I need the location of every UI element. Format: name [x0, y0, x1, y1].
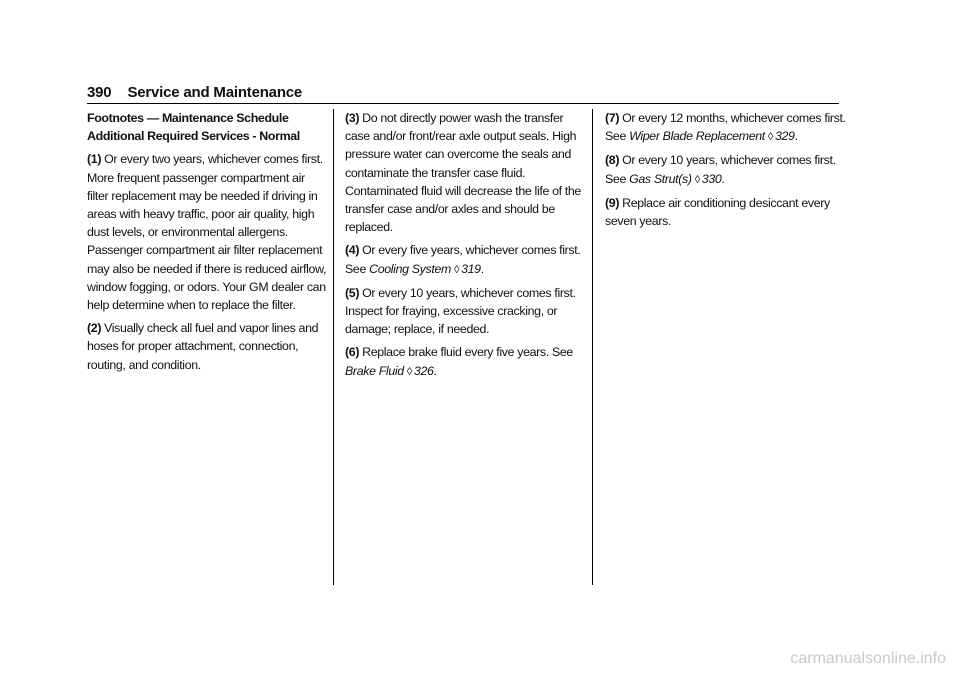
- footnote-1: [87, 150, 329, 314]
- footnote-text: Replace brake fluid every five years. See: [362, 345, 573, 360]
- cross-reference-link-brake-fluid[interactable]: Brake Fluid: [345, 363, 404, 378]
- footnote-number: (6): [345, 345, 360, 360]
- footnote-text: Or every two years, whichever comes first. More frequent passenger compartment air filter replacement may be needed if driving in areas with heavy traffic, poor air quality, high dust levels, or environmental allergens. Passenger compartment air filter replacement may also be needed if there is reduced airflow, window fogging, or odors. Your GM dealer can help determine when to replace the filter.: [87, 152, 327, 313]
- footnote-text: Do not directly power wash the transfer case and/or front/rear axle output seals. High pressure water can overcome the seals and contaminate the transfer case fluid. Contaminated fluid will decrease the life of the transfer case and/or axles and should be replaced.: [345, 111, 581, 235]
- footnote-tail: .: [794, 129, 798, 144]
- cross-reference-link-cooling-system[interactable]: Cooling System: [369, 261, 451, 276]
- footnote-number: (9): [605, 195, 620, 210]
- header-rule: [87, 103, 839, 104]
- column-1: [87, 109, 329, 379]
- footnote-3: [345, 109, 587, 236]
- section-title: Service and Maintenance: [127, 84, 303, 101]
- column-divider-1: [333, 109, 334, 585]
- page-header: [87, 84, 837, 101]
- column-divider-2: [592, 109, 593, 585]
- footnote-number: (5): [345, 285, 360, 300]
- footnote-number: (8): [605, 153, 620, 168]
- footnote-8: [605, 151, 847, 188]
- footnote-text: Or every 10 years, whichever comes first. See: [605, 153, 836, 186]
- footnote-4: [345, 241, 587, 278]
- footnote-number: (4): [345, 243, 360, 258]
- page-number: 390: [87, 84, 112, 101]
- footnote-number: (1): [87, 152, 102, 167]
- page-reference-icon: ◊: [694, 173, 700, 186]
- footnote-text: Visually check all fuel and vapor lines and hoses for proper attachment, connection, routing, and condition.: [87, 321, 319, 372]
- footnote-9: [605, 194, 847, 230]
- footnote-tail: .: [480, 261, 484, 276]
- heading-line-1: Footnotes — Maintenance Schedule: [87, 111, 289, 125]
- footnote-2: [87, 319, 329, 374]
- cross-reference-link-gas-struts[interactable]: Gas Strut(s): [629, 171, 692, 186]
- footnote-number: (3): [345, 111, 360, 125]
- footnote-text: Or every 10 years, whichever comes first. Inspect for fraying, excessive cracking, or damage; replace, if needed.: [345, 285, 576, 337]
- watermark: carmanualsonline.info: [790, 650, 946, 667]
- cross-reference-page[interactable]: 330: [701, 171, 722, 186]
- column-2: [345, 109, 587, 386]
- footnote-text: Or every 12 months, whichever comes first. See: [605, 111, 846, 144]
- page-reference-icon: ◊: [406, 365, 412, 378]
- footnote-6: [345, 343, 587, 380]
- footnote-text: Or every five years, whichever comes first. See: [345, 243, 581, 276]
- footnote-number: (2): [87, 321, 102, 336]
- footnote-7: [605, 109, 847, 146]
- cross-reference-page[interactable]: 329: [774, 129, 795, 144]
- footnote-text: Replace air conditioning desiccant every seven years.: [605, 195, 830, 229]
- cross-reference-page[interactable]: 326: [413, 363, 434, 378]
- cross-reference-link-wiper-blade-replacement[interactable]: Wiper Blade Replacement: [629, 129, 765, 144]
- page-reference-icon: ◊: [767, 131, 773, 144]
- cross-reference-page[interactable]: 319: [461, 261, 481, 276]
- footnote-tail: .: [433, 363, 437, 378]
- heading-line-2: Additional Required Services - Normal: [87, 129, 300, 144]
- column-3: [605, 109, 847, 235]
- page-reference-icon: ◊: [453, 263, 460, 276]
- footnote-tail: .: [721, 171, 725, 186]
- footnote-number: (7): [605, 111, 620, 125]
- footnotes-heading: [87, 109, 329, 145]
- footnote-5: [345, 284, 587, 339]
